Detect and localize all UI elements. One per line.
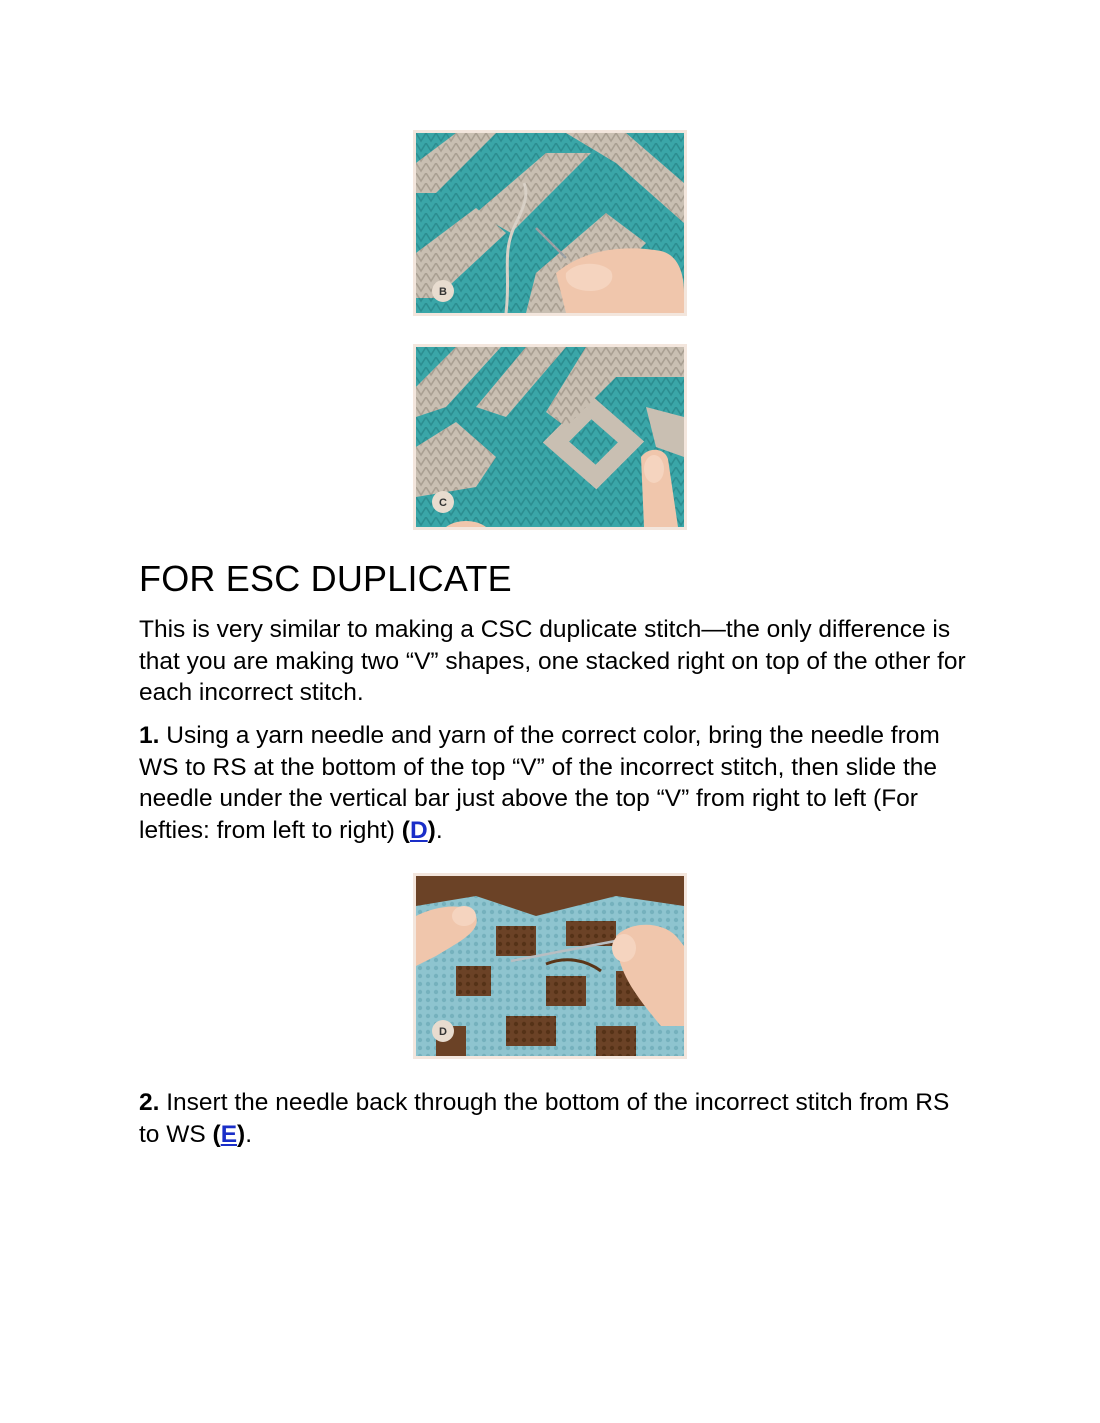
figure-e-link[interactable]: E bbox=[220, 1120, 238, 1148]
step-text: Using a yarn needle and yarn of the correct color, bring the needle from WS to RS at the bottom of the top “V” of the incorrect stitch, then slide the needle under the vertical bar just above the top “V” from right to left (For lefties: from left to right) bbox=[139, 722, 940, 844]
photo-label: C bbox=[439, 497, 447, 509]
ref-open: ( bbox=[212, 1120, 221, 1148]
photo-label: B bbox=[439, 286, 447, 298]
step-end: . bbox=[435, 816, 443, 844]
figure-reference bbox=[402, 817, 436, 844]
section-heading: FOR ESC DUPLICATE bbox=[139, 558, 512, 599]
ref-close: ) bbox=[427, 816, 436, 844]
photo-b bbox=[413, 130, 687, 316]
crochet-photo-esc-needle-icon bbox=[416, 876, 684, 1056]
figure-reference bbox=[213, 1121, 246, 1148]
knitting-photo-needle-threading-icon bbox=[416, 133, 684, 313]
ref-open: ( bbox=[401, 816, 410, 844]
photo-c bbox=[413, 344, 687, 530]
step-2-paragraph bbox=[139, 1087, 969, 1150]
knitting-photo-finished-pattern-icon bbox=[416, 347, 684, 527]
intro-paragraph: This is very similar to making a CSC duplicate stitch—the only difference is that you are making two “V” shapes, one stacked right on top of the other for each incorrect stitch. bbox=[139, 616, 966, 706]
photo-d bbox=[413, 873, 687, 1059]
step-number: 1. bbox=[139, 722, 160, 749]
step-end: . bbox=[245, 1120, 253, 1148]
figure-d-link[interactable]: D bbox=[409, 816, 428, 844]
photo-label: D bbox=[439, 1026, 447, 1038]
step-1-paragraph bbox=[139, 720, 969, 846]
ref-close: ) bbox=[237, 1120, 246, 1148]
step-number: 2. bbox=[139, 1089, 160, 1116]
step-text: Insert the needle back through the bottom of the incorrect stitch from RS to WS bbox=[139, 1089, 950, 1148]
